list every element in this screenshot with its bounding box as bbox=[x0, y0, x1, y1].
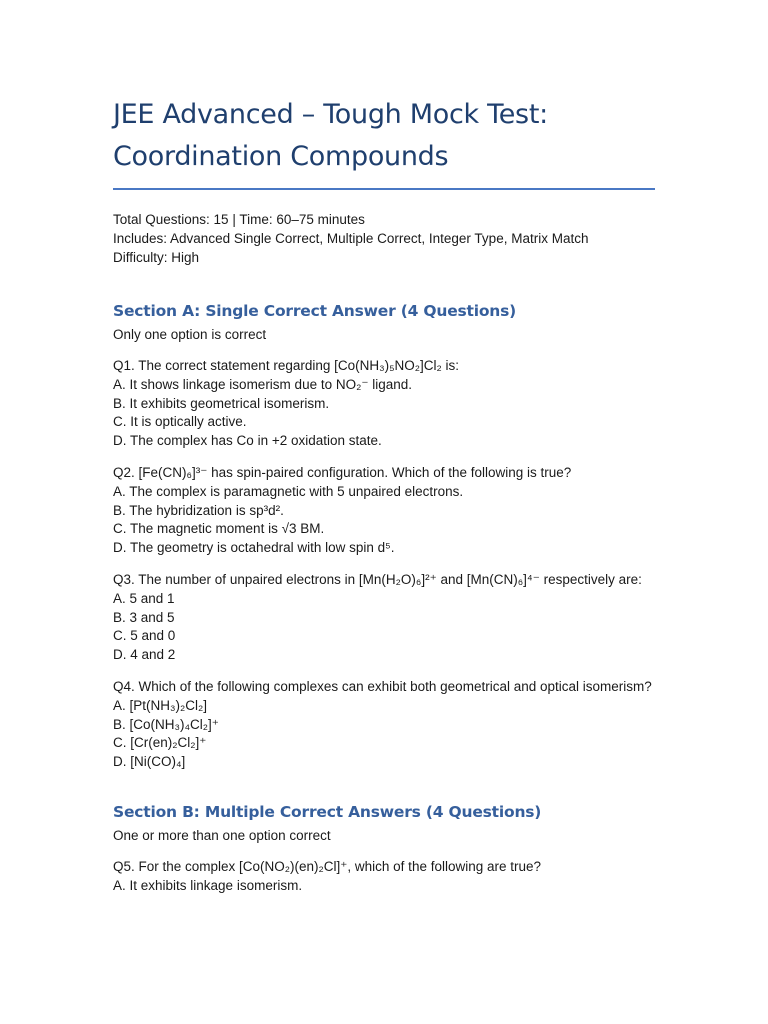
test-info bbox=[113, 210, 658, 267]
option-b: B. The hybridization is sp³d². bbox=[113, 502, 284, 518]
title-line-2: Coordination Compounds bbox=[113, 141, 449, 172]
section-a-subtitle: Only one option is correct bbox=[113, 327, 267, 342]
question-3 bbox=[113, 571, 658, 665]
section-b-heading: Section B: Multiple Correct Answers (4 Questions) bbox=[113, 802, 542, 821]
option-b: B. [Co(NH₃)₄Cl₂]⁺ bbox=[113, 716, 219, 732]
question-text: Q1. The correct statement regarding [Co(NH₃)₅NO₂]Cl₂ is: bbox=[113, 358, 460, 373]
option-d: D. [Ni(CO)₄] bbox=[113, 754, 186, 770]
test-difficulty: Difficulty: High bbox=[113, 250, 200, 265]
test-includes: Includes: Advanced Single Correct, Multiple Correct, Integer Type, Matrix Match bbox=[113, 231, 589, 246]
question-2 bbox=[113, 464, 658, 558]
option-a: A. [Pt(NH₃)₂Cl₂] bbox=[113, 697, 207, 713]
question-4 bbox=[113, 678, 658, 772]
question-text: Q5. For the complex [Co(NO₂)(en)₂Cl]⁺, which of the following are true? bbox=[113, 858, 542, 874]
title-divider bbox=[113, 188, 655, 190]
option-c: C. 5 and 0 bbox=[113, 628, 176, 644]
document-title bbox=[113, 0, 658, 178]
option-a: A. 5 and 1 bbox=[113, 590, 175, 606]
option-d: D. 4 and 2 bbox=[113, 647, 176, 663]
option-c: C. It is optically active. bbox=[113, 414, 247, 430]
question-text: Q3. The number of unpaired electrons in [Mn(H₂O)₆]²⁺ and [Mn(CN)₆]⁴⁻ respectively are: bbox=[113, 571, 642, 587]
document-page bbox=[113, 0, 658, 896]
section-a-heading: Section A: Single Correct Answer (4 Questions) bbox=[113, 302, 517, 320]
question-text: Q2. [Fe(CN)₆]³⁻ has spin-paired configuration. Which of the following is true? bbox=[113, 464, 572, 480]
option-a: A. The complex is paramagnetic with 5 unpaired electrons. bbox=[113, 483, 464, 499]
option-a: A. It exhibits linkage isomerism. bbox=[113, 877, 303, 893]
question-5 bbox=[113, 858, 658, 896]
question-text: Q4. Which of the following complexes can exhibit both geometrical and optical isomerism? bbox=[113, 678, 652, 694]
option-b: B. 3 and 5 bbox=[113, 609, 175, 625]
test-questions-time: Total Questions: 15 | Time: 60–75 minutes bbox=[113, 212, 365, 227]
option-a: A. It shows linkage isomerism due to NO₂⁻ ligand. bbox=[113, 376, 412, 392]
option-b: B. It exhibits geometrical isomerism. bbox=[113, 395, 330, 411]
option-d: D. The complex has Co in +2 oxidation state. bbox=[113, 433, 382, 449]
title-line-1: JEE Advanced – Tough Mock Test: bbox=[113, 99, 548, 130]
option-c: C. The magnetic moment is √3 BM. bbox=[113, 521, 325, 537]
section-b-subtitle: One or more than one option correct bbox=[113, 827, 331, 843]
option-c: C. [Cr(en)₂Cl₂]⁺ bbox=[113, 735, 207, 751]
option-d: D. The geometry is octahedral with low spin d⁵. bbox=[113, 540, 395, 556]
question-1 bbox=[113, 357, 658, 451]
